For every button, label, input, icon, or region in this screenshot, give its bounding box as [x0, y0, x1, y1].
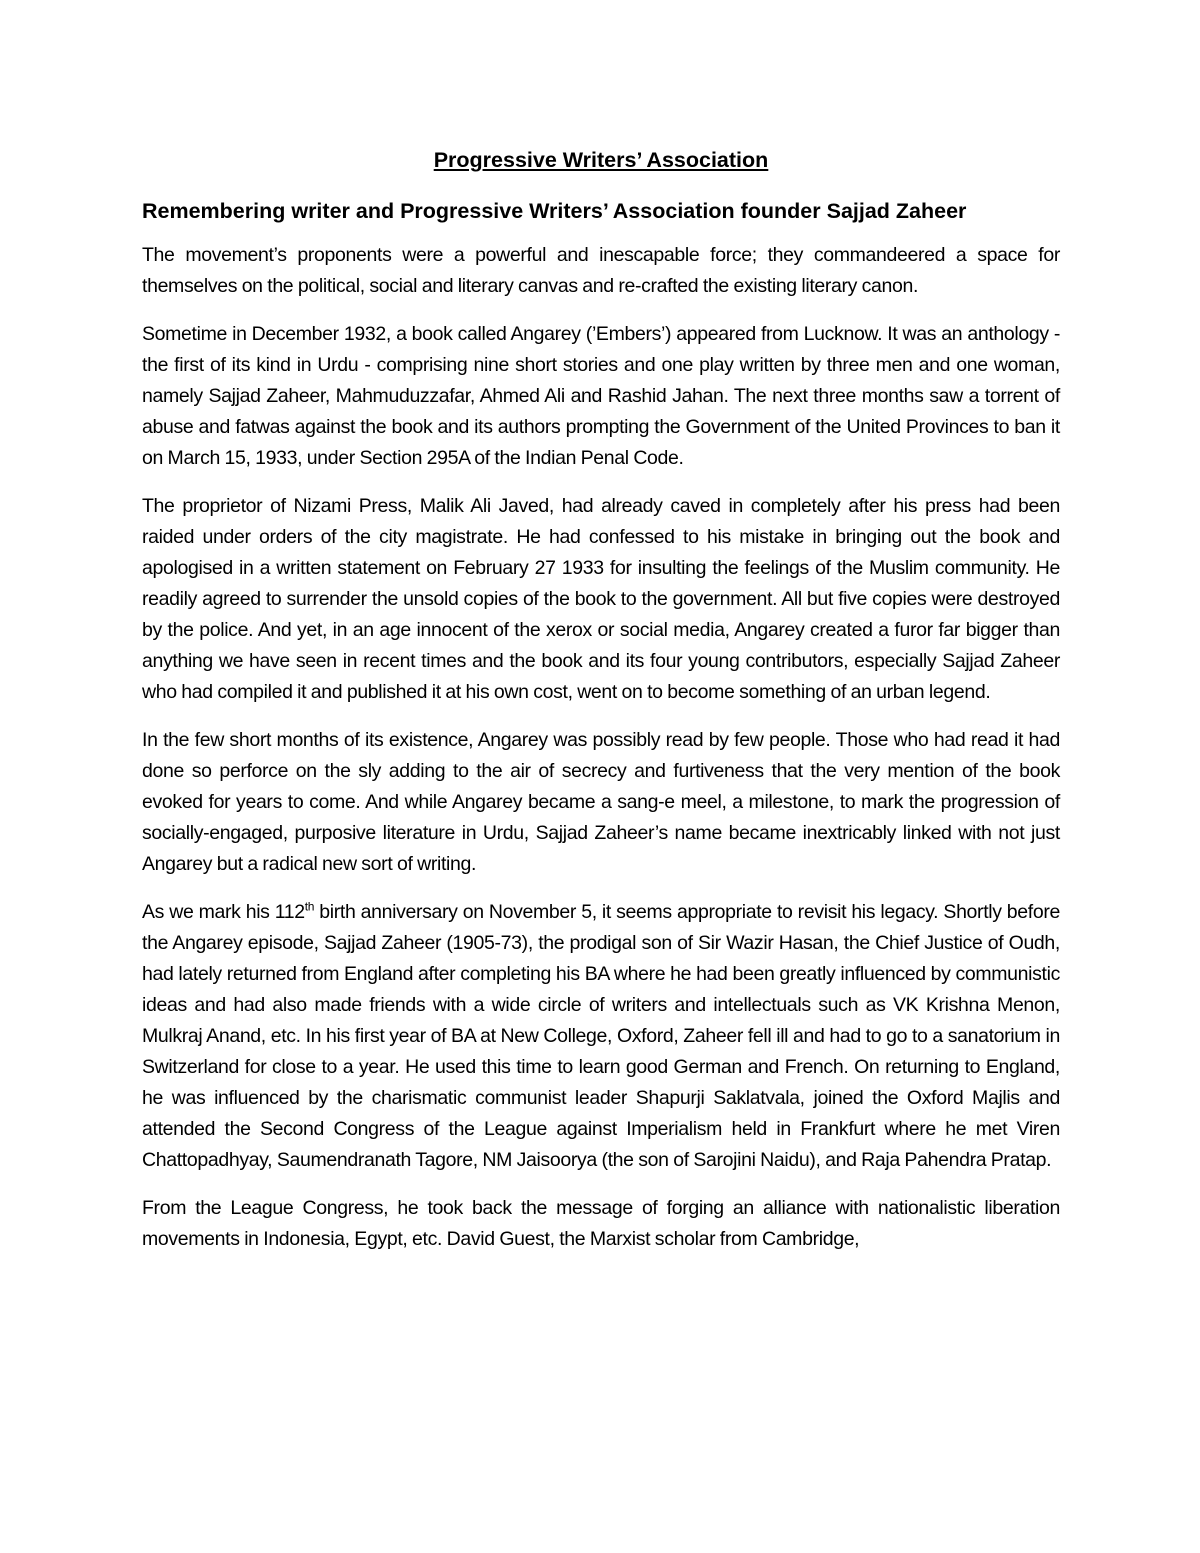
document-subtitle: Remembering writer and Progressive Writers’ Association founder Sajjad Zaheer	[142, 199, 967, 223]
paragraph-4: In the few short months of its existence, Angarey was possibly read by few people. Those who had read it had done so perforce on the sly adding to the air of secrecy and furtiveness that the very mention of the book evoked for years to come. And while Angarey became a sang-e meel, a milestone, to mark the progression of socially-engaged, purposive literature in Urdu, Sajjad Zaheer’s name became inextricably linked with not just Angarey but a radical new sort of writing.	[142, 729, 1060, 875]
document-title: Progressive Writers’ Association	[433, 148, 769, 172]
paragraph-1: The movement’s proponents were a powerful and inescapable force; they commandeered a space for themselves on the political, social and literary canvas and re-crafted the existing literary canon.	[142, 244, 1060, 297]
paragraph-5-start: As we mark his 112	[142, 901, 305, 923]
paragraph-6: From the League Congress, he took back the message of forging an alliance with nationalistic liberation movements in Indonesia, Egypt, etc. David Guest, the Marxist scholar from Cambridge,	[142, 1197, 1060, 1250]
document-page	[142, 140, 1060, 1272]
paragraph-2: Sometime in December 1932, a book called Angarey (’Embers’) appeared from Lucknow. It was an anthology - the first of its kind in Urdu - comprising nine short stories and one play written by three men and one woman, namely Sajjad Zaheer, Mahmuduzzafar, Ahmed Ali and Rashid Jahan. The next three months saw a torrent of abuse and fatwas against the book and its authors prompting the Government of the United Provinces to ban it on March 15, 1933, under Section 295A of the Indian Penal Code.	[142, 323, 1060, 469]
ordinal-superscript: th	[304, 899, 315, 914]
paragraph-5	[142, 897, 1060, 1176]
paragraph-3: The proprietor of Nizami Press, Malik Ali Javed, had already caved in completely after his press had been raided under orders of the city magistrate. He had confessed to his mistake in bringing out the book and apologised in a written statement on February 27 1933 for insulting the feelings of the Muslim community. He readily agreed to surrender the unsold copies of the book to the government. All but five copies were destroyed by the police. And yet, in an age innocent of the xerox or social media, Angarey created a furor far bigger than anything we have seen in recent times and the book and its four young contributors, especially Sajjad Zaheer who had compiled it and published it at his own cost, went on to become something of an urban legend.	[142, 495, 1060, 703]
paragraph-5-rest: birth anniversary on November 5, it seems appropriate to revisit his legacy. Shortly before the Angarey episode, Sajjad Zaheer (1905-73), the prodigal son of Sir Wazir Hasan, the Chief Justice of Oudh, had lately returned from England after completing his BA where he had been greatly influenced by communistic ideas and had also made friends with a wide circle of writers and intellectuals such as VK Krishna Menon, Mulkraj Anand, etc. In his first year of BA at New College, Oxford, Zaheer fell ill and had to go to a sanatorium in Switzerland for close to a year. He used this time to learn good German and French. On returning to England, he was influenced by the charismatic communist leader Shapurji Saklatvala, joined the Oxford Majlis and attended the Second Congress of the League against Imperialism held in Frankfurt where he met Viren Chattopadhyay, Saumendranath Tagore, NM Jaisoorya (the son of Sarojini Naidu), and Raja Pahendra Pratap.	[142, 901, 1061, 1171]
